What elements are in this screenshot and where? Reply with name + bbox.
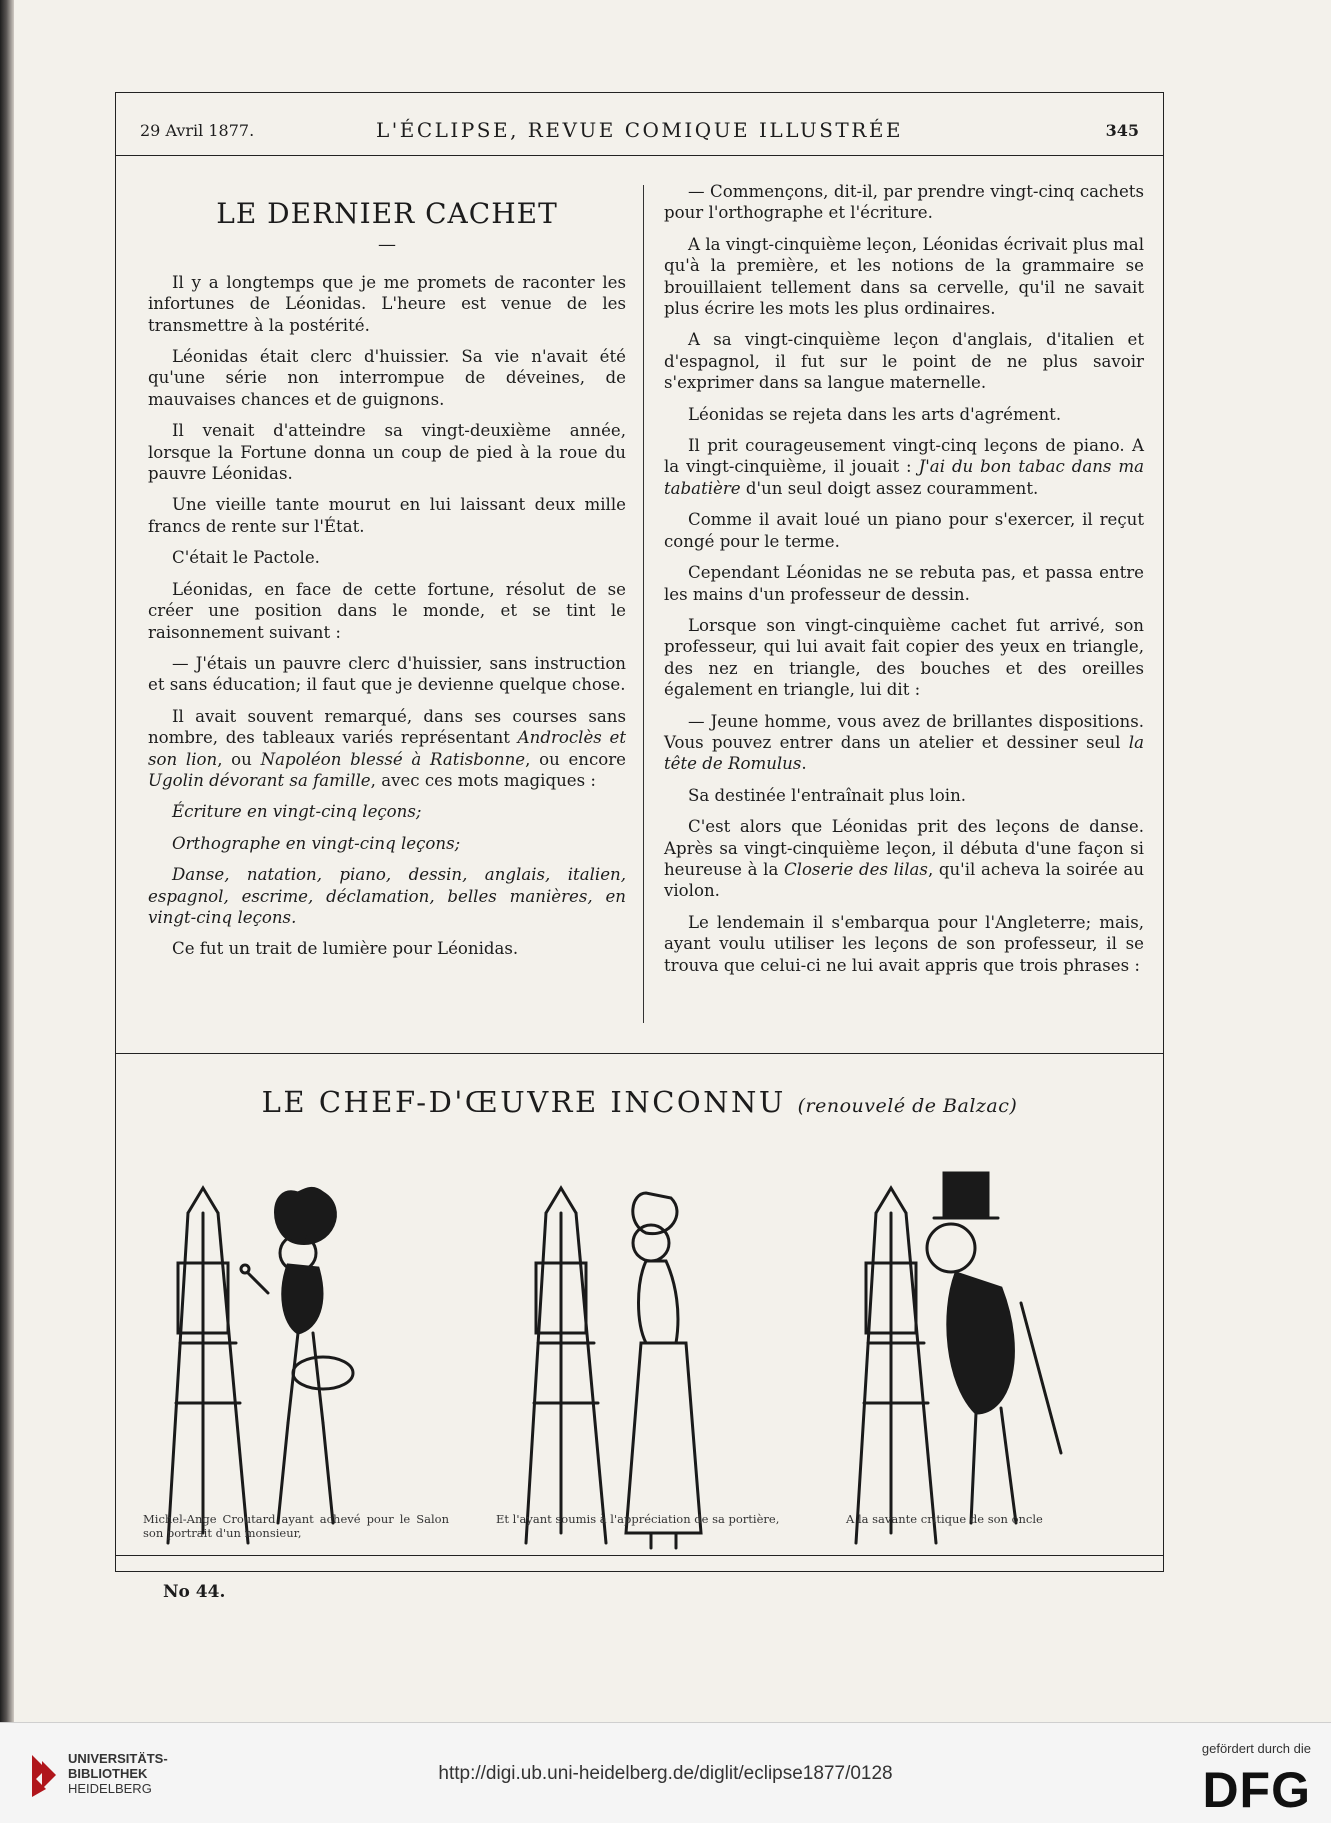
column-rule (643, 185, 644, 1023)
paragraph: — Commençons, dit-il, par prendre vingt-cinq cachets pour l'orthographe et l'écriture. (664, 182, 1144, 223)
easel-icon (856, 1188, 936, 1543)
paragraph: Ce fut un trait de lumière pour Léonidas. (172, 939, 519, 959)
paragraph: A la vingt-cinquième leçon, Léonidas écrivait plus mal qu'à la première, et les notions de la grammaire se brouillaient tellement dans sa cervelle, qu'il ne savait plus écrire les mots les plus ordinaires. (664, 234, 1144, 319)
digitization-footer (0, 1722, 1331, 1823)
header-rule (116, 155, 1163, 156)
paragraph: Il y a longtemps que je me promets de raconter les infortunes de Léonidas. L'heure est venue de les transmettre à la postérité. (148, 272, 626, 335)
article-title: LE DERNIER CACHET (216, 197, 558, 230)
page-number: 345 (1105, 121, 1139, 140)
cartoon-title-main: LE CHEF-D'ŒUVRE INCONNU (261, 1085, 786, 1119)
cartoon-caption: Et l'ayant soumis à l'appréciation de sa portière, (496, 1512, 780, 1526)
source-url[interactable]: http://digi.ub.uni-heidelberg.de/diglit/eclipse1877/0128 (438, 1763, 893, 1784)
article-right-column (664, 181, 1144, 986)
paragraph-piano: Il prit courageusement vingt-cinq leçons de piano. A la vingt-cinquième, il jouait : J'ai du bon tabac dans ma tabatière d'un seul doigt assez couramment. (664, 436, 1144, 498)
page-frame (115, 92, 1164, 1572)
paragraph: Léonidas se rejeta dans les arts d'agrément. (688, 404, 1062, 424)
title-dash: — (378, 234, 396, 256)
italic-line: Danse, natation, piano, dessin, anglais, italien, espagnol, escrime, déclamation, belles manières, en vingt-cinq leçons. (148, 865, 626, 927)
dfg-logo: DFG (1202, 1762, 1311, 1818)
issue-number: No 44. (163, 1582, 226, 1602)
paragraph: Cependant Léonidas ne se rebuta pas, et passa entre les mains d'un professeur de dessin. (664, 563, 1144, 604)
bottom-rule (116, 1555, 1163, 1556)
paragraph-paintings: Il avait souvent remarqué, dans ses courses sans nombre, des tableaux variés représentant Androclès et son lion, ou Napoléon blessé à Ratisbonne, ou encore Ugolin dévorant sa famille, avec ces mots magiques : (148, 706, 627, 790)
cartoon-panel-concierge (486, 1153, 786, 1593)
uncle-figure-icon (927, 1173, 1061, 1523)
cartoon-caption: A la savante critique de son oncle (846, 1512, 1043, 1526)
italic-line: Écriture en vingt-cinq leçons; (172, 802, 422, 822)
paragraph: — J'étais un pauvre clerc d'huissier, sans instruction et sans éducation; il faut que je devienne quelque chose. (148, 653, 626, 695)
paragraph: Le lendemain il s'embarqua pour l'Angleterre; mais, ayant voulu utiliser les leçons de son professeur, il se trouva que celui-ci ne lui avait appris que trois phrases : (664, 912, 1144, 975)
paragraph: Une vieille tante mourut en lui laissant deux mille francs de rente sur l'État. (148, 495, 626, 536)
cartoon-panel-uncle (826, 1153, 1126, 1593)
paper-sheet (14, 0, 1331, 1722)
paragraph: Il venait d'atteindre sa vingt-deuxième année, lorsque la Fortune donna un coup de pied à la roue du pauvre Léonidas. (148, 421, 626, 484)
section-rule (116, 1053, 1163, 1054)
cartoon-subtitle: (renouvelé de Balzac) (797, 1095, 1018, 1117)
cartoon-title (116, 1085, 1163, 1119)
paragraph-romulus: — Jeune homme, vous avez de brillantes dispositions. Vous pouvez entrer dans un atelier et dessiner seul la tête de Romulus. (664, 711, 1144, 774)
paragraph: Léonidas était clerc d'huissier. Sa vie n'avait été qu'une série non interrompue de déveines, de mauvaises chances et de guignons. (148, 347, 626, 409)
easel-icon (168, 1188, 248, 1543)
paragraph: Léonidas, en face de cette fortune, résolut de se créer une position dans le monde, et se tint le raisonnement suivant : (148, 579, 626, 642)
painter-figure-icon (241, 1188, 353, 1523)
paragraph: A sa vingt-cinquième leçon d'anglais, d'italien et d'espagnol, il fut sur le point de ne plus savoir s'exprimer dans sa langue maternelle. (664, 330, 1144, 393)
paragraph: C'était le Pactole. (172, 548, 320, 568)
funded-by-label: gefördert durch die (1201, 1741, 1311, 1756)
journal-title: L'ÉCLIPSE, REVUE COMIQUE ILLUSTRÉE (375, 118, 904, 142)
italic-line: Orthographe en vingt-cinq leçons; (172, 833, 461, 853)
article-left-column (148, 181, 626, 970)
easel-icon (526, 1188, 606, 1543)
paragraph: Sa destinée l'entraînait plus loin. (688, 785, 967, 805)
binding-edge (0, 0, 14, 1722)
paragraph: Lorsque son vingt-cinquième cachet fut arrivé, son professeur, qui lui avait fait copier des yeux en triangle, des nez en triangle, des bouches et des oreilles également en triangle, lui dit : (664, 615, 1144, 700)
library-name: UNIVERSITÄTS- BIBLIOTHEK HEIDELBERG (68, 1751, 168, 1796)
cartoon-caption: Michel-Ange Croutard ayant achevé pour le Salon son portrait d'un monsieur, (143, 1512, 449, 1540)
paragraph-dance: C'est alors que Léonidas prit des leçons de danse. Après sa vingt-cinquième leçon, il débuta d'une façon si heureuse à la Closerie des lilas, qu'il acheva la soirée au violon. (664, 817, 1145, 901)
issue-date: 29 Avril 1877. (140, 121, 255, 140)
running-header (116, 93, 1163, 153)
concierge-figure-icon (626, 1193, 701, 1548)
paragraph: Comme il avait loué un piano pour s'exercer, il reçut congé pour le terme. (664, 510, 1144, 551)
